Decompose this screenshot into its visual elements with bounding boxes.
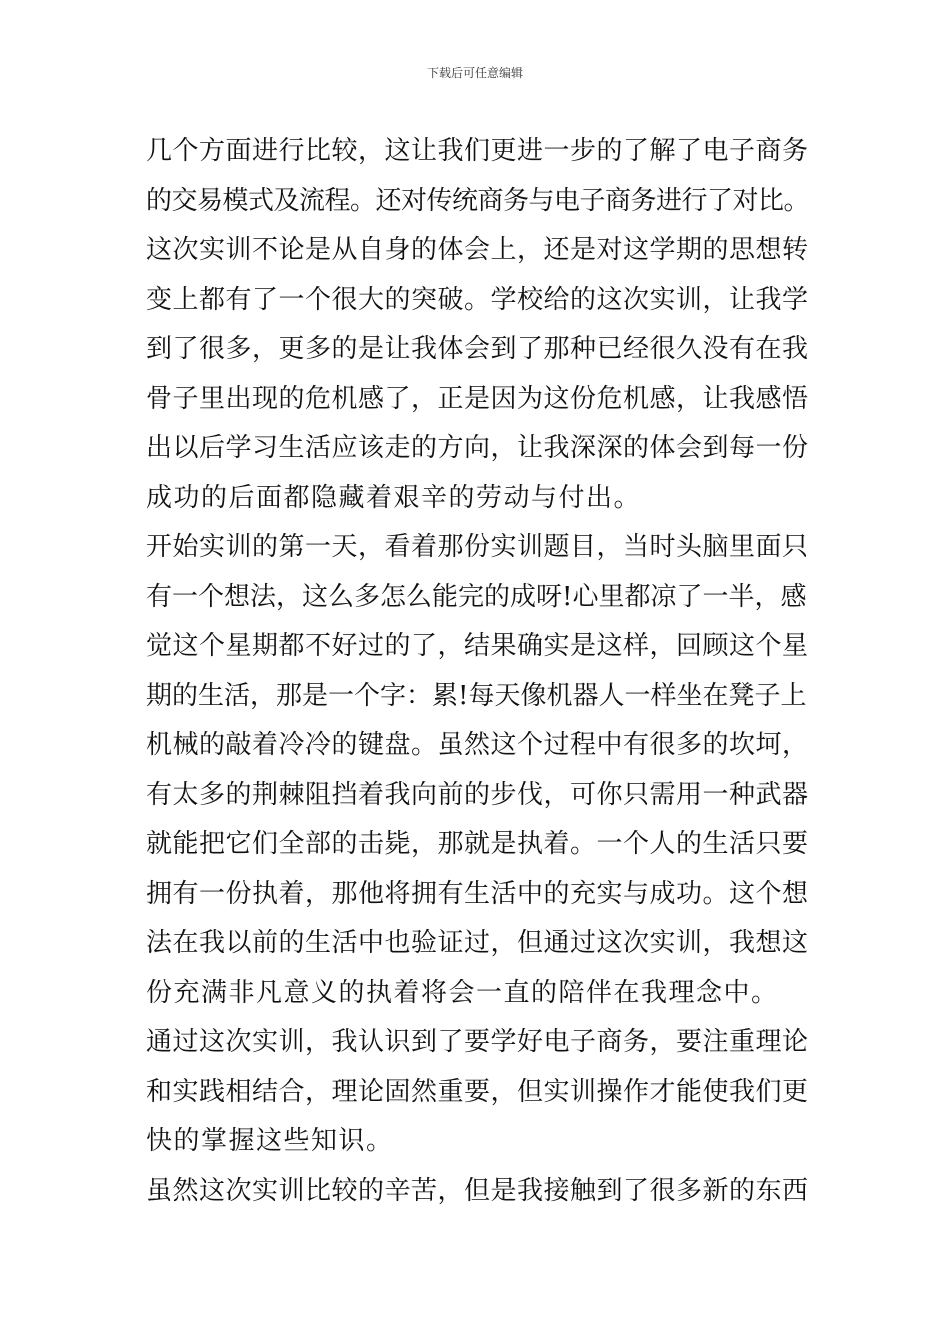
text-line: 到了很多，更多的是让我体会到了那种已经很久没有在我 <box>146 334 809 364</box>
text-line: 觉这个星期都不好过的了，结果确实是这样，回顾这个星 <box>146 631 809 661</box>
text-line: 期的生活，那是一个字：累!每天像机器人一样坐在凳子上 <box>146 680 807 711</box>
text-line: 和实践相结合，理论固然重要，但实训操作才能使我们更 <box>146 1076 809 1107</box>
text-line: 就能把它们全部的击毙，那就是执着。一个人的生活只要 <box>146 829 809 859</box>
text-line: 开始实训的第一天，看着那份实训题目，当时头脑里面只 <box>146 532 809 562</box>
text-line: 变上都有了一个很大的突破。学校给的这次实训，让我学 <box>146 284 809 315</box>
text-line: 的交易模式及流程。还对传统商务与电子商务进行了对比。 <box>146 185 810 216</box>
text-line: 机械的敲着冷冷的键盘。虽然这个过程中有很多的坎坷， <box>146 730 809 760</box>
text-line: 份充满非凡意义的执着将会一直的陪伴在我理念中。 <box>146 977 779 1008</box>
text-line: 拥有一份执着，那他将拥有生活中的充实与成功。这个想 <box>146 878 809 909</box>
text-line: 这次实训不论是从自身的体会上，还是对这学期的思想转 <box>146 235 809 265</box>
text-line: 有一个想法，这么多怎么能完的成呀!心里都凉了一半，感 <box>146 581 807 612</box>
text-line: 成功的后面都隐藏着艰辛的劳动与付出。 <box>146 482 642 513</box>
text-line: 几个方面进行比较，这让我们更进一步的了解了电子商务 <box>146 136 809 166</box>
text-line: 快的掌握这些知识。 <box>146 1126 394 1156</box>
text-line: 虽然这次实训比较的辛苦，但是我接触到了很多新的东西 <box>146 1175 809 1206</box>
text-line: 通过这次实训，我认识到了要学好电子商务，要注重理论 <box>146 1027 809 1057</box>
body-text <box>146 127 810 1216</box>
page-header: 下载后可任意编辑 <box>426 66 523 80</box>
text-line: 骨子里出现的危机感了，正是因为这份危机感，让我感悟 <box>146 383 809 414</box>
text-line: 有太多的荆棘阻挡着我向前的步伐，可你只需用一种武器 <box>146 779 809 810</box>
text-line: 法在我以前的生活中也验证过，但通过这次实训，我想这 <box>146 928 809 958</box>
text-line: 出以后学习生活应该走的方向，让我深深的体会到每一份 <box>146 433 809 463</box>
